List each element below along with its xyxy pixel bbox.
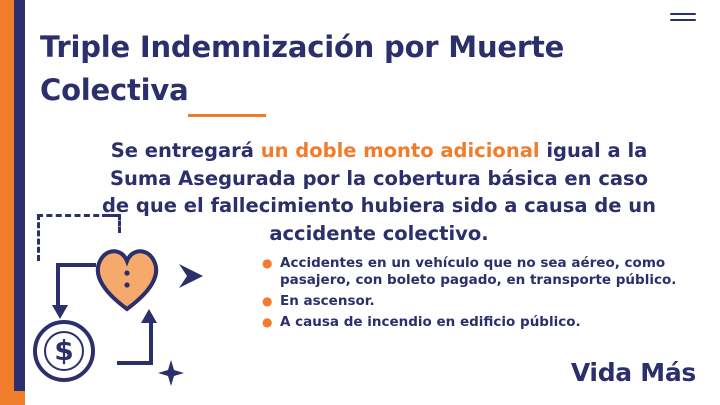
list-item-label: En ascensor.	[280, 293, 375, 309]
menu-line-1	[670, 13, 696, 15]
dashed-corner-icon	[102, 214, 121, 233]
menu-line-2	[670, 19, 696, 21]
intro-before: Se entregará	[110, 139, 261, 162]
bullet-list	[258, 255, 678, 335]
list-item-label: A causa de incendio en edificio público.	[280, 314, 581, 330]
left-accent-bar-orange	[0, 0, 14, 405]
list-item	[258, 314, 678, 331]
arrow-down-icon	[56, 263, 96, 305]
bottom-left-accent-block	[0, 391, 25, 405]
page-title: Triple Indemnización por Muerte Colectiva	[40, 30, 565, 107]
coin-currency-symbol: $	[54, 334, 74, 367]
hamburger-menu-icon[interactable]	[670, 13, 696, 27]
intro-highlight: un doble monto adicional	[260, 139, 540, 162]
title-underline	[188, 114, 266, 117]
arrow-up-icon	[117, 323, 153, 365]
left-accent-bar-navy	[14, 0, 25, 405]
heart-icon	[92, 245, 162, 313]
sparkle-icon	[158, 360, 184, 386]
chevron-right-icon	[175, 260, 209, 294]
bullet-marker-icon: ●	[262, 294, 273, 308]
list-item	[258, 293, 678, 310]
bullet-marker-icon: ●	[262, 256, 273, 270]
list-item	[258, 255, 678, 289]
bullet-marker-icon: ●	[262, 315, 273, 329]
dollar-coin-icon	[33, 320, 95, 382]
intro-after: igual a la Suma Asegurada por la cobertura básica en caso de que el fallecimiento hubiera sido a causa de un accidente colectivo.	[101, 139, 657, 246]
list-item-label: Accidentes en un vehículo que no sea aéreo, como pasajero, con boleto pagado, en transporte público.	[280, 255, 677, 288]
brand-logo: Vida Más	[570, 358, 696, 387]
illustration-group	[30, 205, 245, 395]
